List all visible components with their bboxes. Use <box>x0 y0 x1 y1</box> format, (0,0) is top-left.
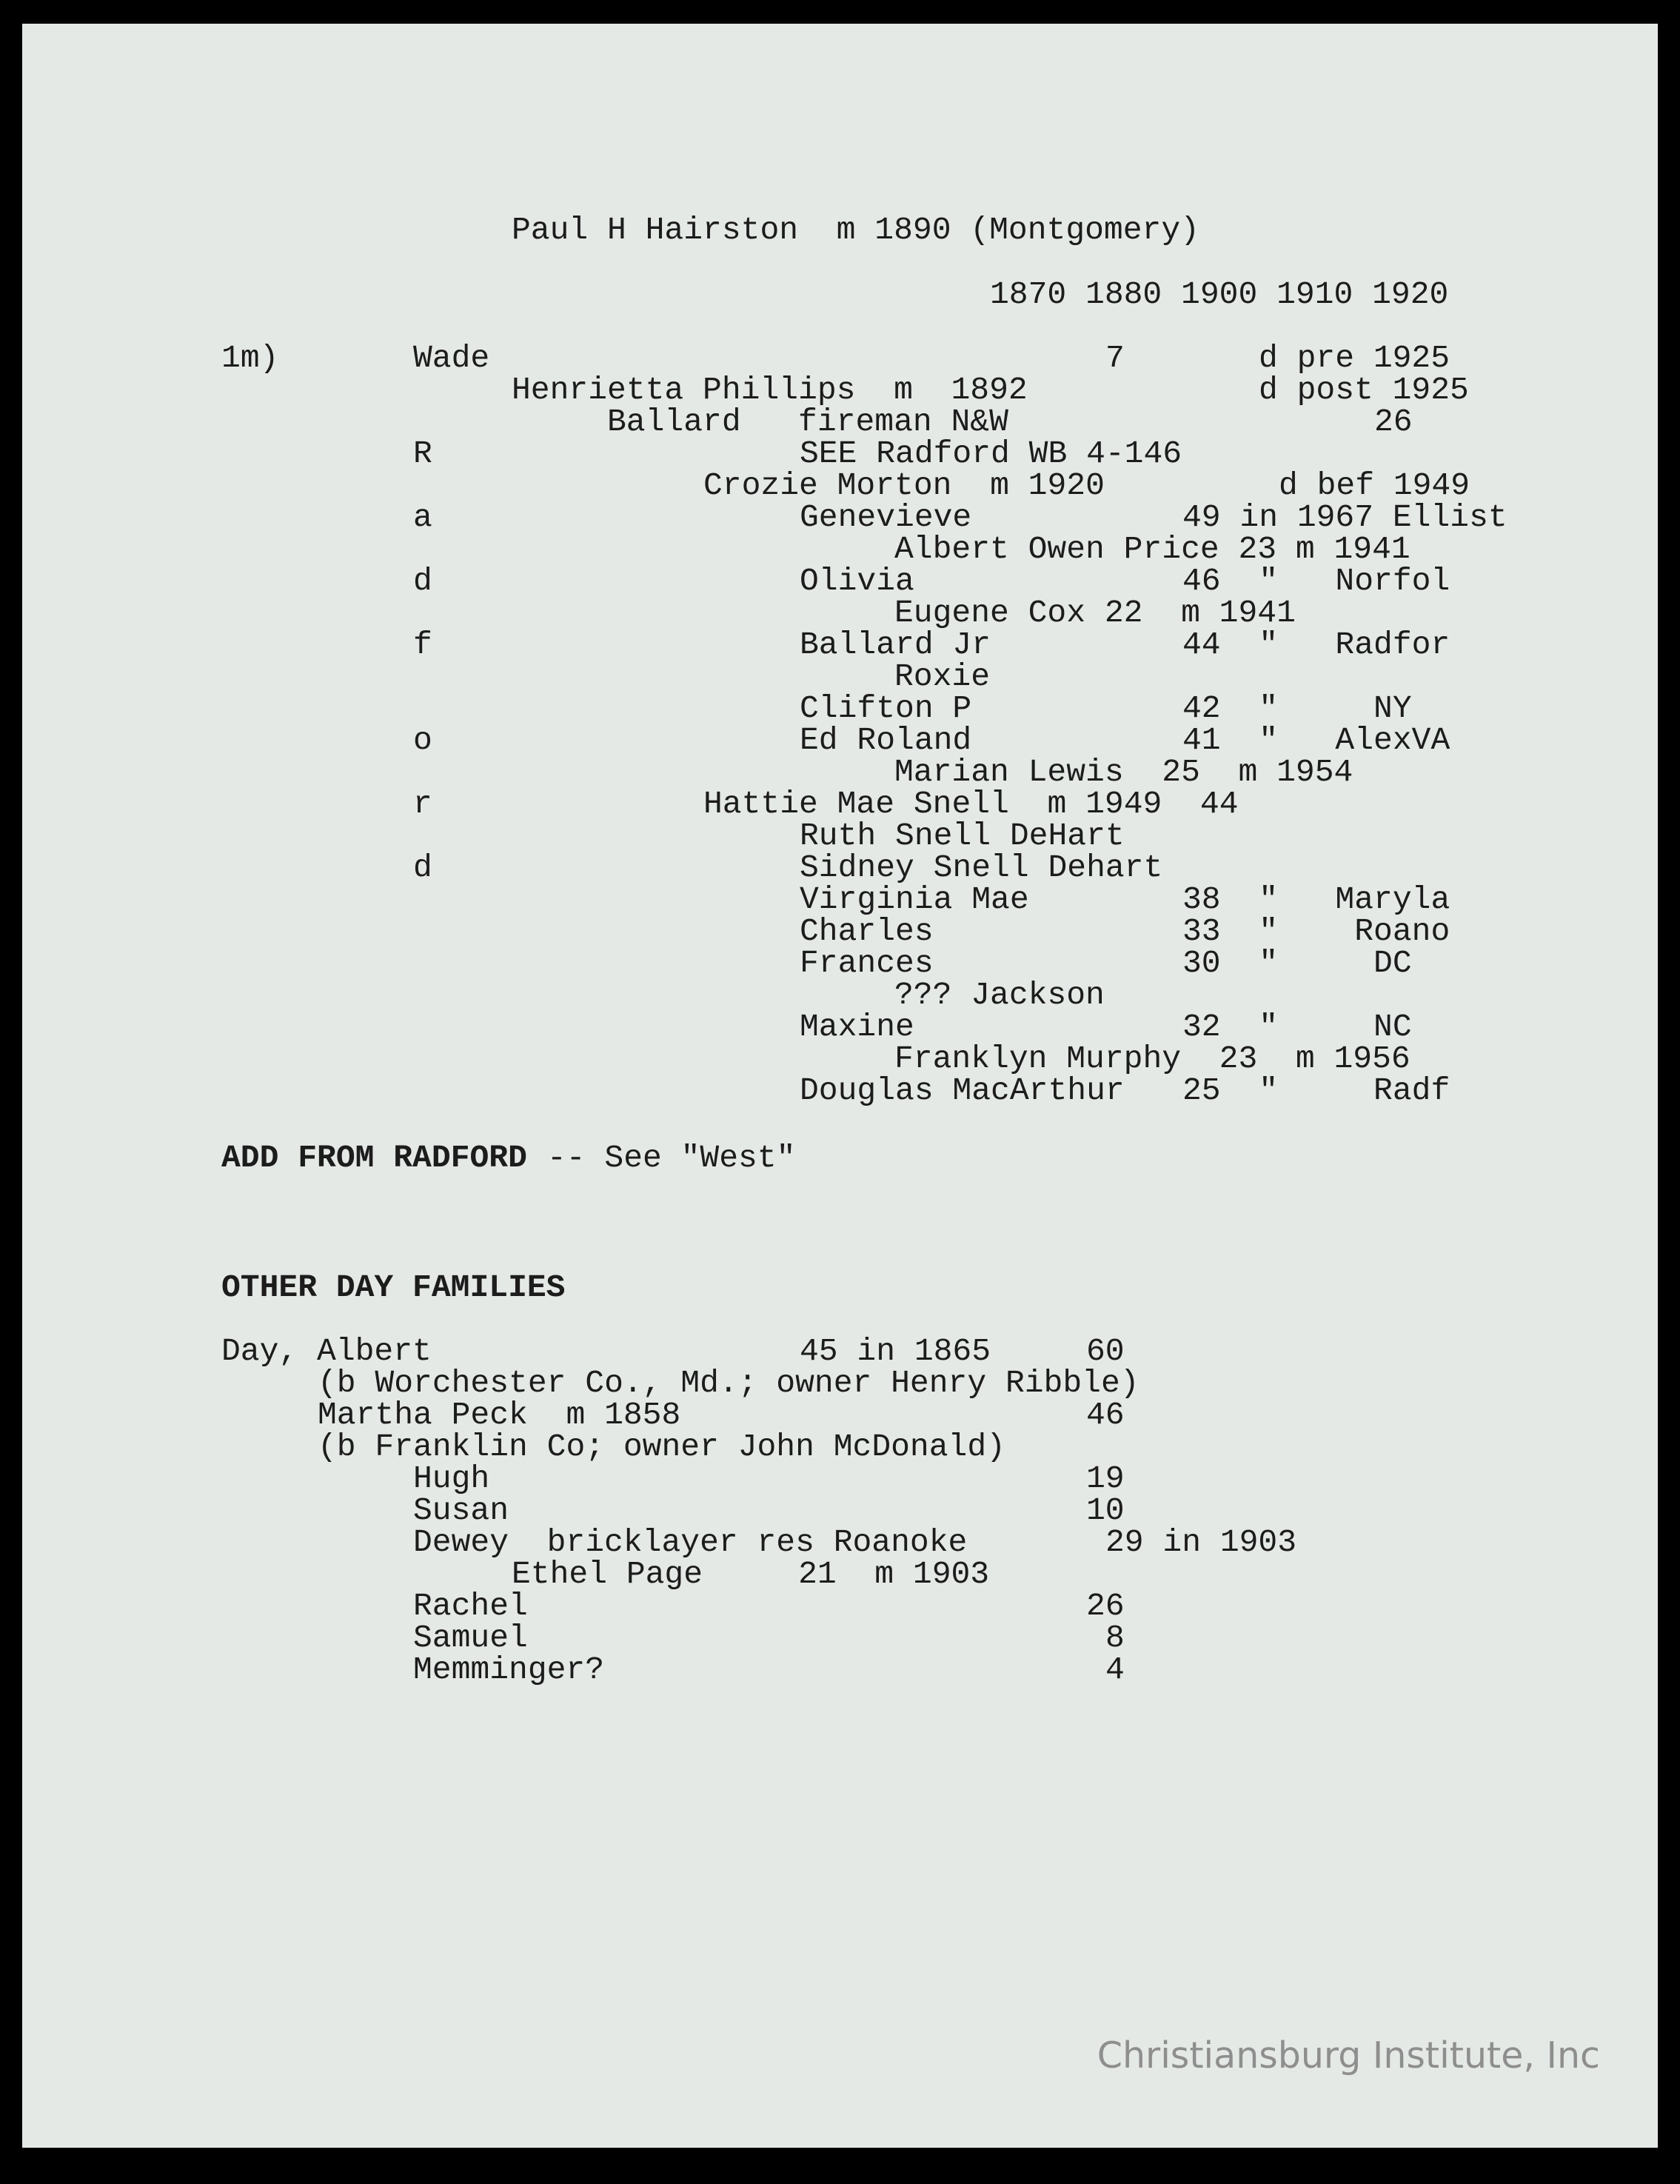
age-note: 45 in 1865 <box>800 1333 991 1369</box>
spouse-name: Hattie Mae Snell m 1949 44 <box>703 786 1239 822</box>
child-name: Sidney Snell Dehart <box>800 849 1163 886</box>
census-age: 10 <box>1086 1492 1125 1529</box>
census-years-header: 1870 1880 1900 1910 1920 <box>990 276 1449 313</box>
child-name: Susan <box>413 1492 509 1529</box>
birth-note: (b Worchester Co., Md.; owner Henry Ribble) <box>318 1365 1139 1401</box>
census-note: 49 in 1967 Ellist <box>1182 499 1507 535</box>
census-age: 4 <box>1105 1652 1125 1688</box>
child-name: Charles <box>800 913 934 949</box>
child-name: Clifton P <box>800 690 972 727</box>
child-name: Dewey bricklayer res Roanoke <box>413 1524 968 1560</box>
margin-letter: a <box>413 499 432 535</box>
spouse-name: Roxie <box>894 658 991 695</box>
death-note: d post 1925 <box>1259 372 1469 408</box>
census-note: 30 " DC <box>1182 945 1412 981</box>
child-name: Ed Roland <box>800 722 972 758</box>
spouse-name: Ethel Page 21 m 1903 <box>512 1556 990 1592</box>
marriage-number: 1m) <box>221 340 279 376</box>
census-note: 25 " Radf <box>1182 1072 1450 1109</box>
document-page <box>22 24 1658 2148</box>
child-name: Douglas MacArthur <box>800 1072 1125 1109</box>
spouse-name: Crozie Morton m 1920 <box>703 467 1105 504</box>
margin-letter: f <box>413 627 432 663</box>
census-note: 32 " NC <box>1182 1009 1412 1045</box>
child-name: Wade <box>413 340 490 376</box>
age-note: 29 in 1903 <box>1105 1524 1297 1560</box>
header-title: Paul H Hairston m 1890 (Montgomery) <box>512 212 1199 248</box>
census-note: 44 " Radfor <box>1182 627 1450 663</box>
census-age: 19 <box>1086 1460 1125 1497</box>
census-note: 46 " Norfol <box>1182 563 1450 599</box>
child-name: Virginia Mae <box>800 881 1029 918</box>
reference-note: SEE Radford WB 4-146 <box>800 435 1182 472</box>
head-of-family: Day, Albert <box>221 1333 432 1369</box>
death-note: d bef 1949 <box>1279 467 1470 504</box>
census-age: 26 <box>1086 1588 1125 1624</box>
margin-letter: d <box>413 849 432 886</box>
watermark: Christiansburg Institute, Inc <box>1097 2034 1600 2077</box>
spouse-name: Albert Owen Price 23 m 1941 <box>894 531 1410 567</box>
child-name: Frances <box>800 945 934 981</box>
census-age: 60 <box>1086 1333 1125 1369</box>
child-name: Hugh <box>413 1460 490 1497</box>
spouse-name: Martha Peck m 1858 <box>318 1397 681 1433</box>
child-name: Ruth Snell DeHart <box>800 818 1125 854</box>
section-note: -- See "West" <box>547 1140 796 1176</box>
child-name: Memminger? <box>413 1652 605 1688</box>
spouse-name: Marian Lewis 25 m 1954 <box>894 754 1353 790</box>
margin-letter: r <box>413 786 432 822</box>
child-name: Ballard fireman N&W <box>607 404 1008 440</box>
margin-letter: R <box>413 435 432 472</box>
margin-letter: o <box>413 722 432 758</box>
death-note: d pre 1925 <box>1259 340 1450 376</box>
spouse-name: ??? Jackson <box>894 977 1105 1013</box>
census-note: 33 " Roano <box>1182 913 1450 949</box>
child-name: Genevieve <box>800 499 972 535</box>
margin-letter: d <box>413 563 432 599</box>
census-age: 7 <box>1105 340 1125 376</box>
section-heading: ADD FROM RADFORD <box>221 1140 527 1176</box>
child-name: Ballard Jr <box>800 627 991 663</box>
section-heading: OTHER DAY FAMILIES <box>221 1269 566 1306</box>
census-note: 38 " Maryla <box>1182 881 1450 918</box>
child-name: Maxine <box>800 1009 914 1045</box>
census-age: 46 <box>1086 1397 1125 1433</box>
spouse-name: Franklyn Murphy 23 m 1956 <box>894 1041 1410 1077</box>
census-age: 8 <box>1105 1620 1125 1656</box>
child-name: Rachel <box>413 1588 528 1624</box>
spouse-name: Henrietta Phillips m 1892 <box>512 372 1028 408</box>
census-note: 42 " NY <box>1182 690 1412 727</box>
spouse-name: Eugene Cox 22 m 1941 <box>894 595 1296 631</box>
child-name: Olivia <box>800 563 914 599</box>
child-name: Samuel <box>413 1620 528 1656</box>
birth-note: (b Franklin Co; owner John McDonald) <box>318 1429 1005 1465</box>
census-age: 26 <box>1374 404 1413 440</box>
census-note: 41 " AlexVA <box>1182 722 1450 758</box>
